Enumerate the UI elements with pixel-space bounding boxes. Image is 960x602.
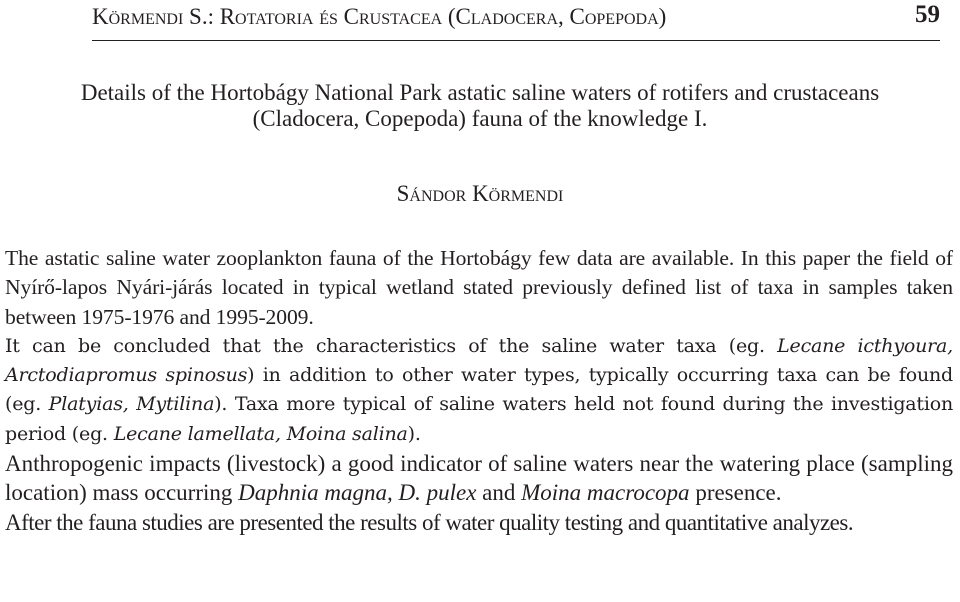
- taxon-name-4: Daphnia magna, D. pulex: [238, 480, 477, 506]
- page-header: [92, 0, 940, 41]
- abstract-p2-text-2: ) in addition to other water types, typically occurring taxa can be found (eg.: [5, 364, 953, 416]
- taxon-name-3: Lecane lamellata, Moina salina: [113, 422, 408, 445]
- page-number: 59: [915, 1, 940, 28]
- article-title: [0, 80, 960, 132]
- taxon-name-1: Lecane icthyoura, Arctodiapromus spinosus: [5, 334, 953, 387]
- running-head: Körmendi S.: Rotatoria és Crustacea (Cladocera, Copepoda): [92, 4, 667, 29]
- title-line-2: (Cladocera, Copepoda) fauna of the knowledge I.: [252, 106, 708, 131]
- abstract-paragraph-3: [5, 449, 953, 508]
- abstract-paragraph-2: [5, 332, 953, 449]
- abstract-paragraph-1: The astatic saline water zooplankton fauna of the Hortobágy few data are available. In this paper the field of Nyírő-lapos Nyári-járás located in typical wetland stated previously defined list of taxa in samples taken between 1975-1976 and 1995-2009.: [5, 246, 953, 329]
- abstract-p3-text-1: Anthropogenic impacts (livestock) a good indicator of saline waters near the watering place (sampling location) mass occurring: [5, 451, 953, 506]
- author-name: Sándor Körmendi: [396, 181, 564, 206]
- title-line-1: Details of the Hortobágy National Park astatic saline waters of rotifers and crustaceans: [80, 80, 880, 105]
- abstract-p2-text-1: It can be concluded that the characteristics of the saline water taxa (eg.: [5, 334, 778, 357]
- abstract: [5, 244, 953, 537]
- abstract-p2-text-3: ). Taxa more typical of saline waters held not found during the investigation period (eg.: [5, 393, 954, 445]
- taxon-name-5: Moina macrocopa: [521, 480, 690, 506]
- abstract-p3-text-2: and: [476, 480, 522, 506]
- abstract-p3-text-3: presence.: [689, 480, 782, 506]
- abstract-paragraph-4: After the fauna studies are presented the results of water quality testing and quantitative analyzes.: [5, 509, 854, 535]
- abstract-p2-text-4: ).: [407, 422, 421, 445]
- taxon-name-2: Platyias, Mytilina: [48, 393, 215, 416]
